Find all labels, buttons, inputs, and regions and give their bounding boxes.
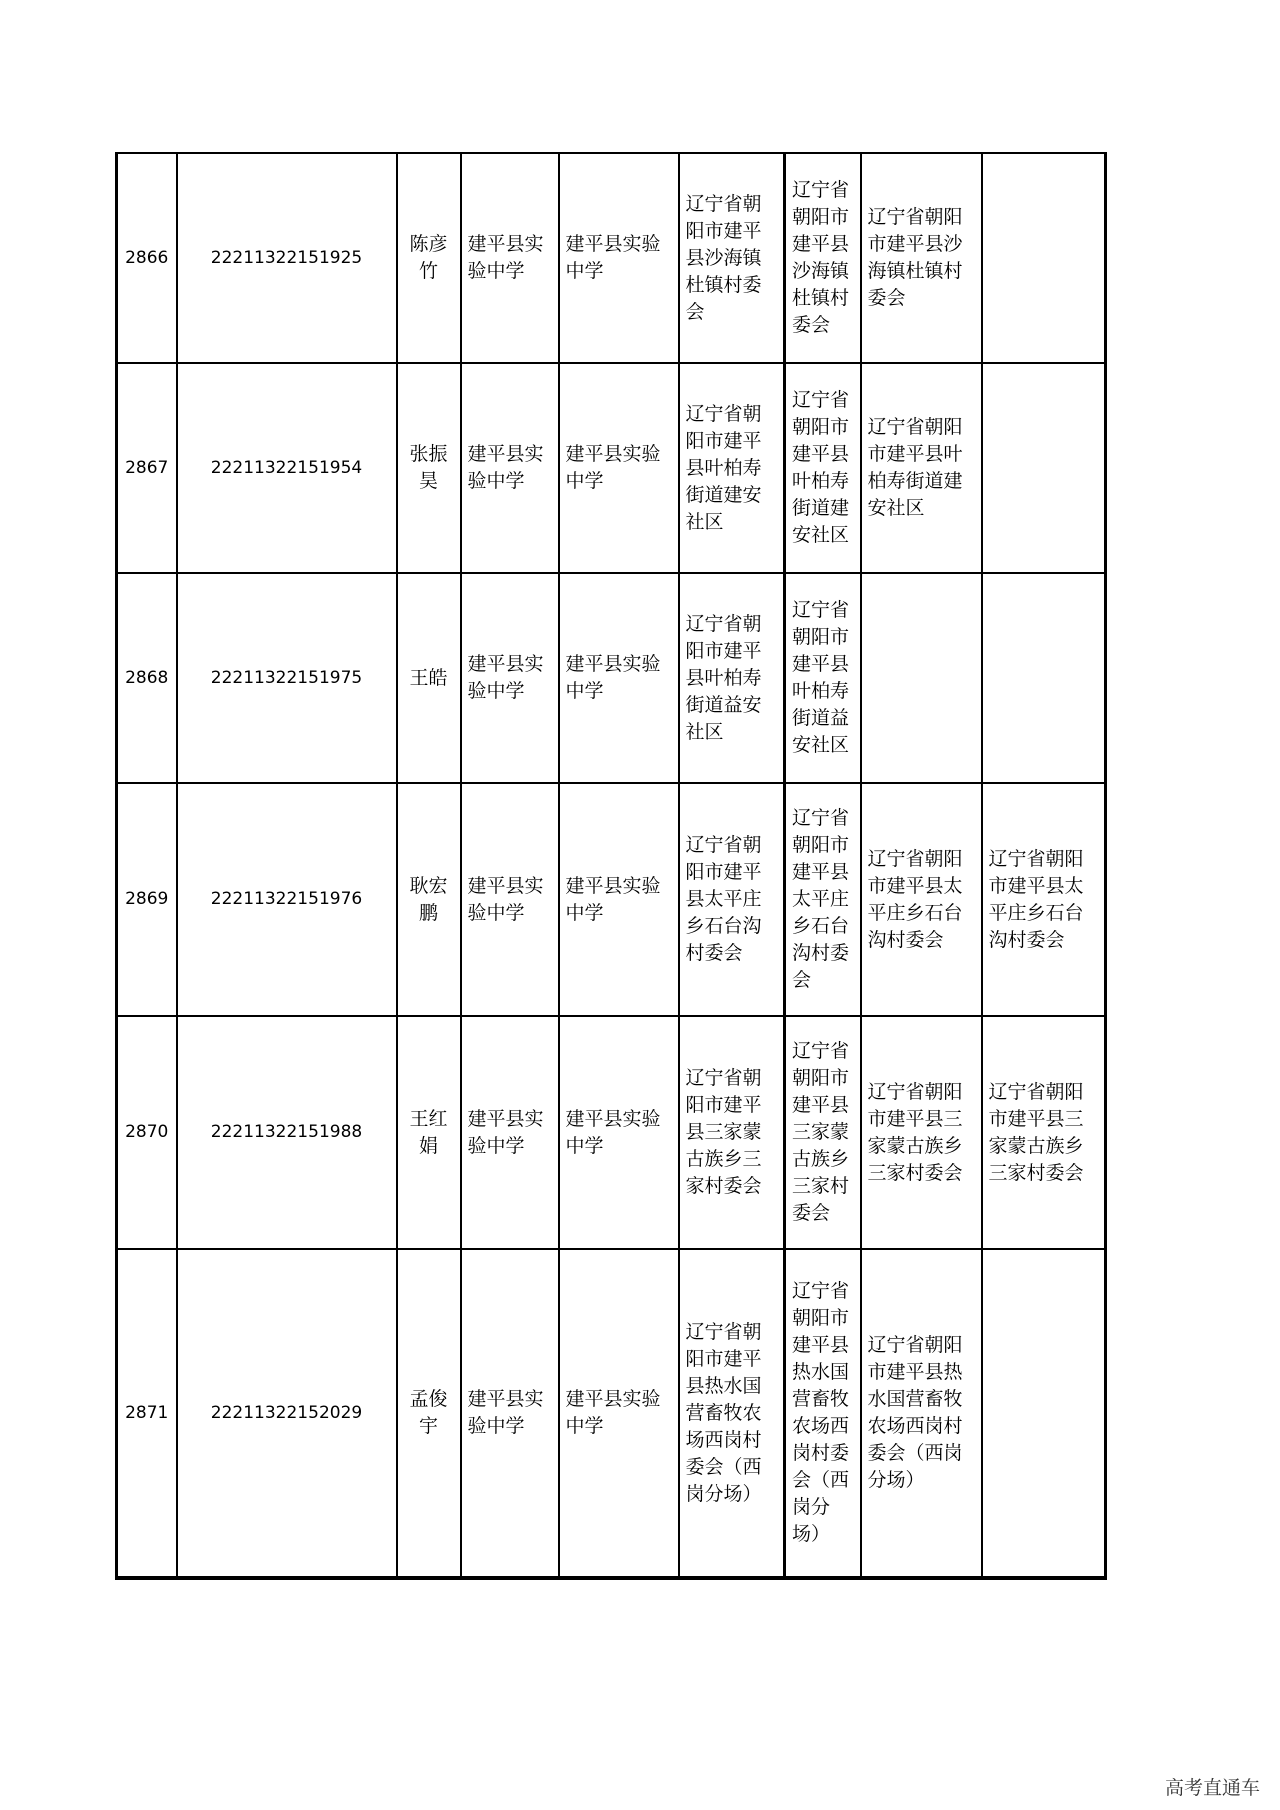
student-name: 陈彦竹 xyxy=(397,153,461,363)
student-name: 王红娟 xyxy=(397,1016,461,1249)
address-a: 辽宁省朝阳市建平县三家蒙古族乡三家村委会 xyxy=(679,1016,785,1249)
enrolled-school: 建平县实验中学 xyxy=(559,783,679,1016)
enrolled-school: 建平县实验中学 xyxy=(559,1249,679,1578)
table-row xyxy=(117,783,1106,1016)
address-b: 辽宁省朝阳市建平县叶柏寿街道建安社区 xyxy=(785,363,861,573)
table-row xyxy=(117,363,1106,573)
graduate-school: 建平县实验中学 xyxy=(461,153,559,363)
exam-id: 22211322151988 xyxy=(177,1016,397,1249)
address-d xyxy=(982,153,1106,363)
exam-id: 22211322151925 xyxy=(177,153,397,363)
graduate-school: 建平县实验中学 xyxy=(461,573,559,783)
address-d: 辽宁省朝阳市建平县三家蒙古族乡三家村委会 xyxy=(982,1016,1106,1249)
watermark: 高考直通车 xyxy=(1164,1777,1260,1799)
exam-id: 22211322151975 xyxy=(177,573,397,783)
table-row xyxy=(117,1016,1106,1249)
address-d xyxy=(982,363,1106,573)
student-name: 王皓 xyxy=(397,573,461,783)
address-b: 辽宁省朝阳市建平县叶柏寿街道益安社区 xyxy=(785,573,861,783)
address-b: 辽宁省朝阳市建平县沙海镇杜镇村委会 xyxy=(785,153,861,363)
address-a: 辽宁省朝阳市建平县叶柏寿街道益安社区 xyxy=(679,573,785,783)
graduate-school: 建平县实验中学 xyxy=(461,1016,559,1249)
address-a: 辽宁省朝阳市建平县沙海镇杜镇村委会 xyxy=(679,153,785,363)
address-d xyxy=(982,1249,1106,1578)
address-c xyxy=(861,573,982,783)
address-d xyxy=(982,573,1106,783)
graduate-school: 建平县实验中学 xyxy=(461,363,559,573)
enrolled-school: 建平县实验中学 xyxy=(559,1016,679,1249)
table-row xyxy=(117,153,1106,363)
row-number: 2868 xyxy=(117,573,177,783)
address-c: 辽宁省朝阳市建平县三家蒙古族乡三家村委会 xyxy=(861,1016,982,1249)
student-name: 耿宏鹏 xyxy=(397,783,461,1016)
address-b: 辽宁省朝阳市建平县热水国营畜牧农场西岗村委会（西岗分场） xyxy=(785,1249,861,1578)
exam-id: 22211322151954 xyxy=(177,363,397,573)
address-c: 辽宁省朝阳市建平县热水国营畜牧农场西岗村委会（西岗分场） xyxy=(861,1249,982,1578)
row-number: 2867 xyxy=(117,363,177,573)
enrolled-school: 建平县实验中学 xyxy=(559,363,679,573)
exam-id: 22211322151976 xyxy=(177,783,397,1016)
graduate-school: 建平县实验中学 xyxy=(461,1249,559,1578)
table-row xyxy=(117,1249,1106,1578)
address-b: 辽宁省朝阳市建平县太平庄乡石台沟村委会 xyxy=(785,783,861,1016)
row-number: 2866 xyxy=(117,153,177,363)
table-row xyxy=(117,573,1106,783)
row-number: 2870 xyxy=(117,1016,177,1249)
graduate-school: 建平县实验中学 xyxy=(461,783,559,1016)
address-a: 辽宁省朝阳市建平县叶柏寿街道建安社区 xyxy=(679,363,785,573)
row-number: 2871 xyxy=(117,1249,177,1578)
address-a: 辽宁省朝阳市建平县热水国营畜牧农场西岗村委会（西岗分场） xyxy=(679,1249,785,1578)
row-number: 2869 xyxy=(117,783,177,1016)
exam-id: 22211322152029 xyxy=(177,1249,397,1578)
student-name: 孟俊宇 xyxy=(397,1249,461,1578)
address-d: 辽宁省朝阳市建平县太平庄乡石台沟村委会 xyxy=(982,783,1106,1016)
enrolled-school: 建平县实验中学 xyxy=(559,573,679,783)
student-name: 张振昊 xyxy=(397,363,461,573)
address-c: 辽宁省朝阳市建平县沙海镇杜镇村委会 xyxy=(861,153,982,363)
enrolled-school: 建平县实验中学 xyxy=(559,153,679,363)
address-c: 辽宁省朝阳市建平县叶柏寿街道建安社区 xyxy=(861,363,982,573)
address-a: 辽宁省朝阳市建平县太平庄乡石台沟村委会 xyxy=(679,783,785,1016)
address-b: 辽宁省朝阳市建平县三家蒙古族乡三家村委会 xyxy=(785,1016,861,1249)
student-roster-table xyxy=(115,152,1107,1580)
address-c: 辽宁省朝阳市建平县太平庄乡石台沟村委会 xyxy=(861,783,982,1016)
